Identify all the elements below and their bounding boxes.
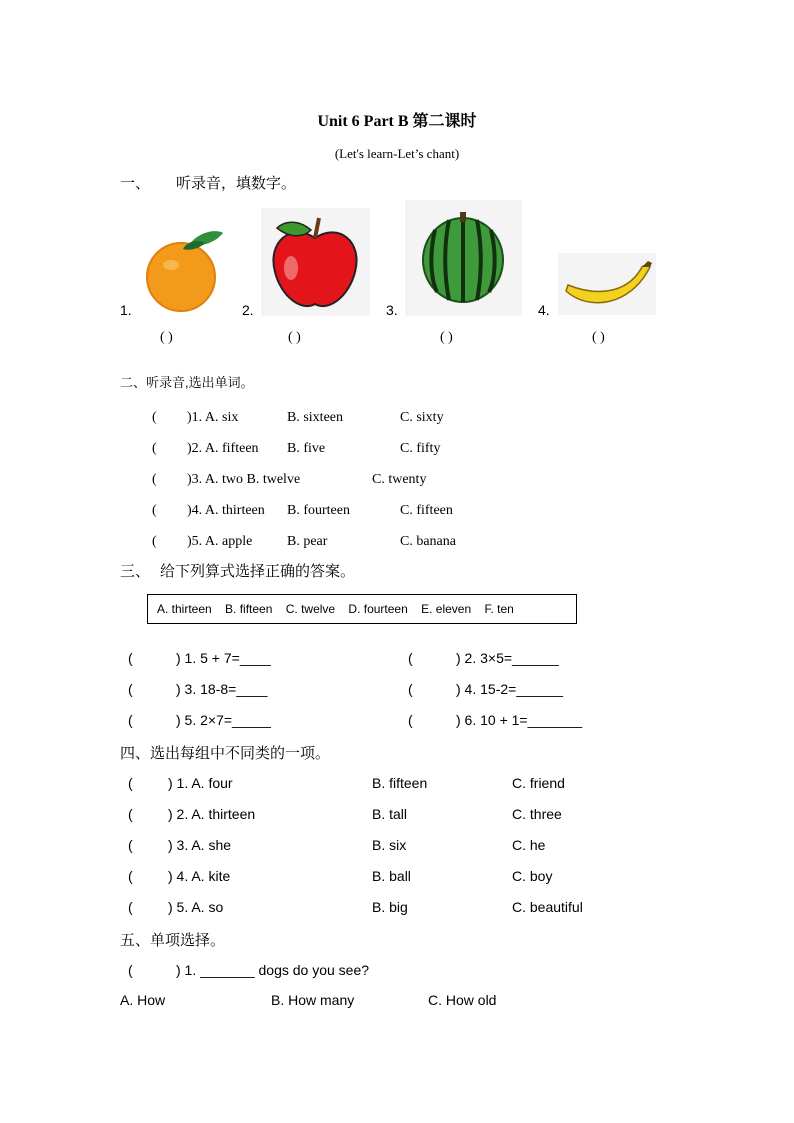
- option-c: C. fifty: [400, 441, 441, 456]
- option-c: C. boy: [512, 868, 553, 884]
- option-b: B. sixteen: [287, 410, 343, 425]
- answer-paren[interactable]: (: [128, 899, 133, 915]
- section-3-heading: 给下列算式选择正确的答案。: [160, 563, 356, 580]
- orange-icon: [143, 223, 225, 317]
- section-5-heading: 五、单项选择。: [120, 932, 226, 949]
- answer-paren[interactable]: (: [152, 534, 157, 549]
- section-2-heading: 二、听录音,选出单词。: [120, 375, 254, 390]
- option-b: B. big: [372, 899, 408, 915]
- answer-blank[interactable]: ( ): [288, 330, 301, 345]
- question-text: ) 5. 2×7=_____: [176, 712, 271, 728]
- fruit-4-number: 4.: [538, 302, 550, 318]
- answer-blank[interactable]: ( ): [160, 330, 173, 345]
- option-c: C. he: [512, 837, 546, 853]
- question-text: ) 1. _______ dogs do you see?: [176, 962, 370, 978]
- question-text: ) 4. 15-2=______: [456, 681, 564, 697]
- option-b: B. six: [372, 837, 407, 853]
- question-text: )1. A. six: [187, 410, 239, 425]
- option-c: C. beautiful: [512, 899, 583, 915]
- answer-paren[interactable]: (: [152, 441, 157, 456]
- option-c: C. friend: [512, 775, 565, 791]
- question-text: ) 2. 3×5=______: [456, 650, 559, 666]
- answer-paren[interactable]: (: [128, 806, 133, 822]
- banana-icon: [558, 253, 656, 315]
- answer-paren[interactable]: (: [152, 503, 157, 518]
- answer-paren[interactable]: (: [128, 775, 133, 791]
- section-1-heading: 听录音，填数字。: [176, 175, 297, 192]
- option-b: B. tall: [372, 806, 408, 822]
- option-c: C. How old: [428, 992, 497, 1008]
- section-4-heading: 四、选出每组中不同类的一项。: [120, 745, 331, 762]
- option-b: B. How many: [271, 992, 355, 1008]
- option-c: C. sixty: [400, 410, 444, 425]
- watermelon-icon: [405, 200, 522, 316]
- option-c: C. three: [512, 806, 562, 822]
- answer-blank[interactable]: ( ): [440, 330, 453, 345]
- section-3-number: 三、: [120, 563, 151, 580]
- page-title: Unit 6 Part B 第二课时: [317, 113, 477, 130]
- answer-paren[interactable]: (: [128, 712, 133, 728]
- question-text: ) 6. 10 + 1=_______: [456, 712, 583, 728]
- page-subtitle: (Let's learn-Let’s chant): [334, 146, 460, 161]
- section-1-number: 一、: [120, 175, 151, 192]
- option-b: B. pear: [287, 534, 328, 549]
- option-b: B. fourteen: [287, 503, 350, 518]
- fruit-1-number: 1.: [120, 302, 132, 318]
- answer-paren[interactable]: (: [408, 650, 413, 666]
- apple-icon: [261, 208, 370, 316]
- answer-options-text: A. thirteen B. fifteen C. twelve D. fourteen E. eleven F. ten: [157, 602, 514, 616]
- answer-paren[interactable]: (: [128, 837, 133, 853]
- answer-paren[interactable]: (: [408, 712, 413, 728]
- option-b: B. five: [287, 441, 326, 456]
- question-text: ) 3. A. she: [168, 837, 232, 853]
- option-b: B. ball: [372, 868, 411, 884]
- question-text: ) 3. 18-8=____: [176, 681, 268, 697]
- option-c: C. banana: [400, 534, 456, 549]
- answer-paren[interactable]: (: [408, 681, 413, 697]
- question-text: )2. A. fifteen: [187, 441, 259, 456]
- answer-paren[interactable]: (: [128, 650, 133, 666]
- question-text: )4. A. thirteen: [187, 503, 265, 518]
- answer-blank[interactable]: ( ): [592, 330, 605, 345]
- answer-paren[interactable]: (: [128, 681, 133, 697]
- fruit-2-number: 2.: [242, 302, 254, 318]
- question-text: ) 1. 5 + 7=____: [176, 650, 271, 666]
- option-c: C. fifteen: [400, 503, 453, 518]
- question-text: )5. A. apple: [187, 534, 253, 549]
- answer-paren[interactable]: (: [128, 962, 133, 978]
- option-b: B. fifteen: [372, 775, 428, 791]
- answer-paren[interactable]: (: [152, 410, 157, 425]
- answer-paren[interactable]: (: [128, 868, 133, 884]
- question-text: ) 1. A. four: [168, 775, 233, 791]
- answer-paren[interactable]: (: [152, 472, 157, 487]
- question-text: )3. A. two B. twelve: [187, 472, 301, 487]
- option-c: C. twenty: [372, 472, 427, 487]
- question-text: ) 2. A. thirteen: [168, 806, 256, 822]
- question-text: ) 4. A. kite: [168, 868, 231, 884]
- question-text: ) 5. A. so: [168, 899, 224, 915]
- option-a: A. How: [120, 992, 166, 1008]
- fruit-3-number: 3.: [386, 302, 398, 318]
